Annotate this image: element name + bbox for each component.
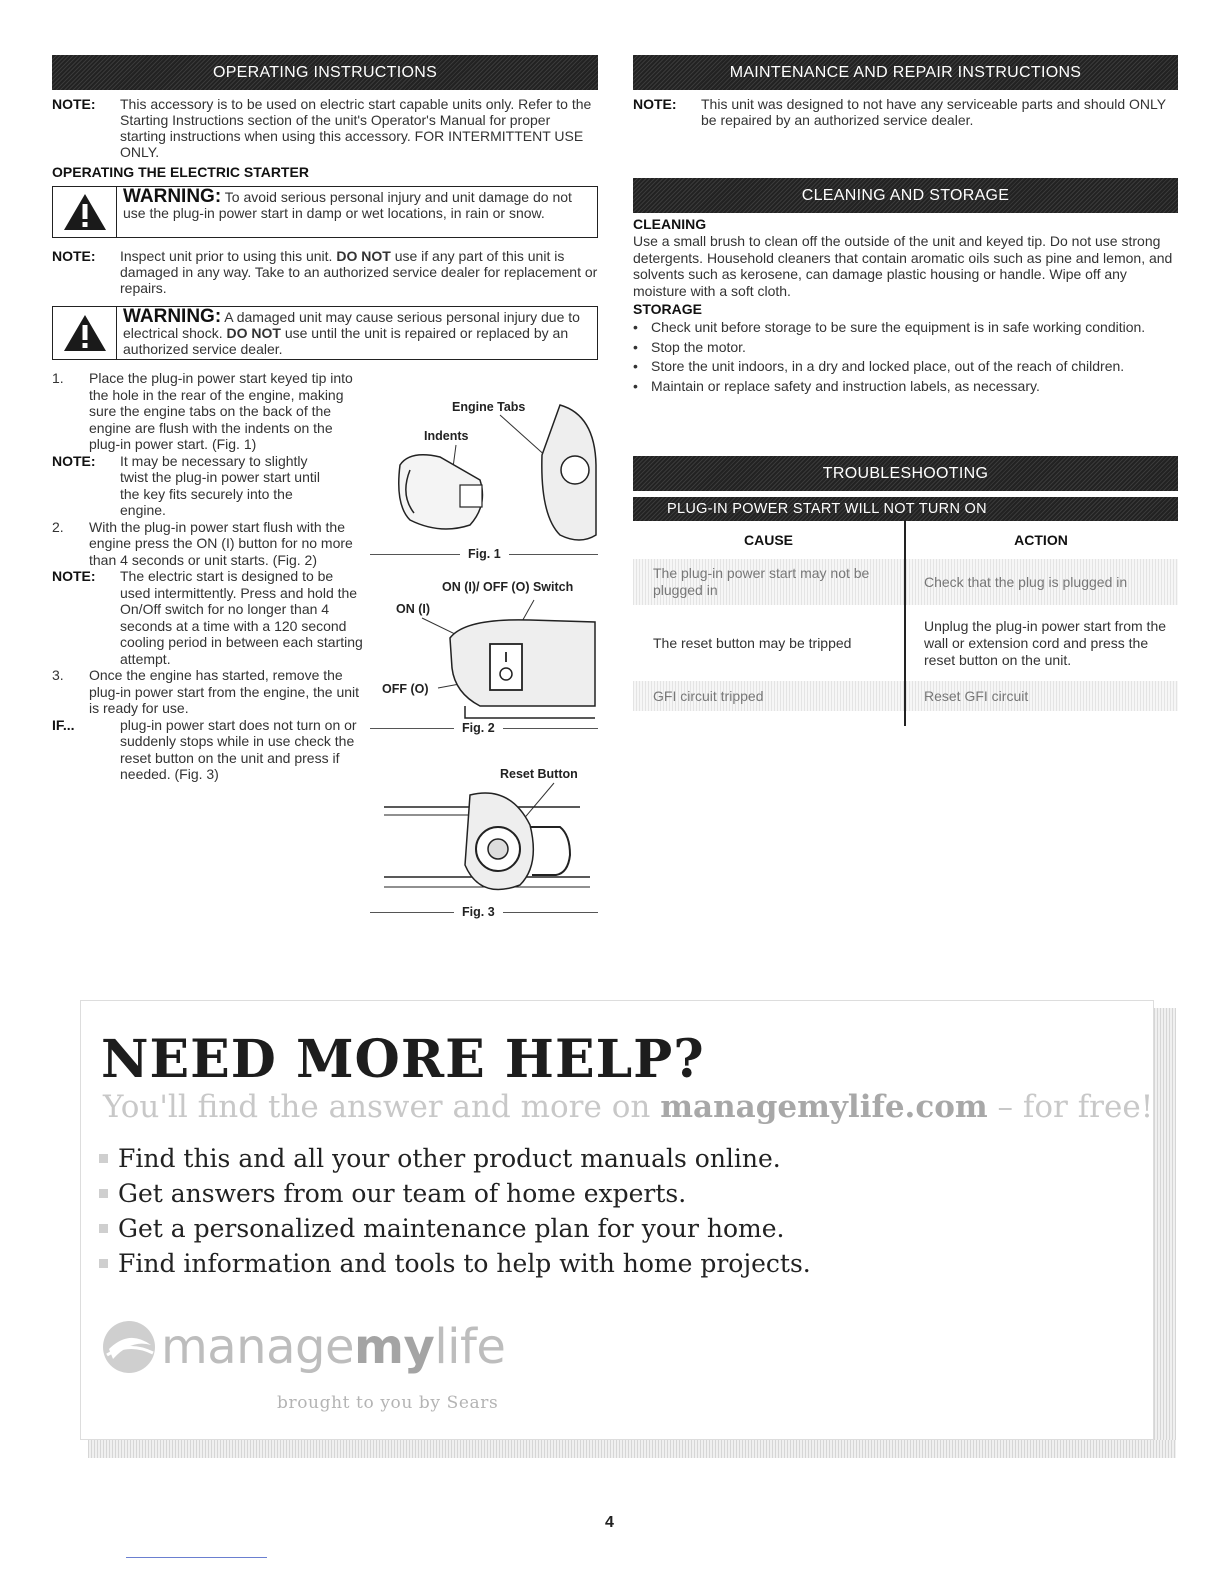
step-3: 3. Once the engine has started, remove the plug-in power start from the engine, the unit is ready for use. bbox=[52, 667, 360, 716]
warning-triangle-icon bbox=[53, 187, 117, 237]
help-title: NEED MORE HELP? bbox=[101, 1029, 705, 1090]
bullet-square-icon bbox=[99, 1259, 108, 1268]
operating-note: NOTE: This accessory is to be used on electric start capable units only. Refer to the Starting Instructions section of the unit's Operator's Manual for proper starting instructions when using this accessory. FOR INTERMITTENT USE ONLY. bbox=[52, 96, 592, 160]
on-off-switch-label: ON (I)/ OFF (O) Switch bbox=[442, 580, 574, 594]
troubleshooting-subheader: PLUG-IN POWER START WILL NOT TURN ON bbox=[633, 497, 1178, 521]
step-if: IF... plug-in power start does not turn on or suddenly stops while in use check the reset button on the unit and press if needed. (Fig. 3) bbox=[52, 716, 357, 782]
fig1-caption: Fig. 1 bbox=[468, 547, 501, 561]
figure-1 bbox=[370, 395, 598, 560]
troubleshooting-table bbox=[633, 521, 1178, 711]
bullet-square-icon bbox=[99, 1154, 108, 1163]
logo-globe-icon bbox=[101, 1319, 157, 1375]
bullet-square-icon bbox=[99, 1189, 108, 1198]
fig2-drawing bbox=[370, 578, 598, 723]
list-item: Get a personalized maintenance plan for your home. bbox=[99, 1211, 811, 1246]
table-row: GFI circuit tripped Reset GFI circuit bbox=[633, 681, 1178, 711]
table-row: The plug-in power start may not be plugged in Check that the plug is plugged in bbox=[633, 559, 1178, 605]
steps-list bbox=[52, 370, 367, 783]
inspect-note: NOTE: Inspect unit prior to using this unit. DO NOT use if any part of this unit is damaged in any way. Take to an authorized service dealer for replacement or repairs. bbox=[52, 248, 598, 296]
fig2-caption: Fig. 2 bbox=[462, 721, 495, 735]
indents-label: Indents bbox=[424, 429, 469, 443]
help-subtitle: You'll find the answer and more on managemylife.com – for free! bbox=[103, 1089, 1154, 1125]
table-header: CAUSE ACTION bbox=[743, 532, 1068, 548]
fig1-drawing bbox=[370, 395, 598, 545]
list-item: • Store the unit indoors, in a dry and locked place, out of the reach of children. bbox=[633, 358, 1125, 374]
figure-2 bbox=[370, 578, 598, 738]
step-note-1: NOTE: It may be necessary to slightly twist the plug-in power start until the key fits securely into the engine. bbox=[52, 452, 320, 518]
warning-box-shock: WARNING: A damaged unit may cause serious personal injury due to electrical shock. DO NOT use until the unit is repaired or replaced by an authorized service dealer. bbox=[52, 306, 598, 360]
bullet-square-icon bbox=[99, 1224, 108, 1233]
on-label: ON (I) bbox=[396, 602, 431, 616]
managemylife-logo: managemylife bbox=[101, 1319, 505, 1375]
electric-starter-subhead: OPERATING THE ELECTRIC STARTER bbox=[52, 164, 309, 180]
engine-tabs-label: Engine Tabs bbox=[452, 400, 526, 414]
managemylife-link[interactable]: managemylife.com bbox=[660, 1089, 988, 1125]
list-item: • Check unit before storage to be sure the equipment is in safe working condition. bbox=[633, 319, 1146, 335]
figure-3 bbox=[370, 765, 598, 925]
tagline: brought to you by Sears bbox=[277, 1393, 499, 1413]
off-label: OFF (O) bbox=[382, 682, 429, 696]
step-1: 1. Place the plug-in power start keyed tip into the hole in the rear of the engine, making sure the engine tabs on the back of the engine are flush with the indents on the plug-in power start. (Fig. 1) bbox=[52, 370, 353, 452]
table-row: The reset button may be tripped Unplug the plug-in power start from the wall or extension cord and press the reset button on the unit. bbox=[653, 617, 1167, 668]
cleaning-text: Use a small brush to clean off the outside of the unit and keyed tip. Do not use strong detergents. Household cleaners that contain aromatic oils such as pine and lemon, and solvents such as kerosene, can damage plastic housing or handle. Wipe off any moisture with a soft cloth. bbox=[633, 233, 1173, 299]
cleaning-storage-header: CLEANING AND STORAGE bbox=[633, 178, 1178, 213]
storage-subhead: STORAGE bbox=[633, 301, 702, 317]
right-column bbox=[633, 55, 1178, 711]
troubleshooting-header: TROUBLESHOOTING bbox=[633, 456, 1178, 491]
need-more-help-box bbox=[80, 1000, 1154, 1440]
fig3-drawing bbox=[370, 765, 598, 910]
operating-instructions-header: OPERATING INSTRUCTIONS bbox=[52, 55, 598, 90]
warning-box-damp: WARNING: To avoid serious personal injury and unit damage do not use the plug-in power start in damp or wet locations, in rain or snow. bbox=[52, 186, 598, 238]
list-item: Find this and all your other product manuals online. bbox=[99, 1141, 811, 1176]
cleaning-subhead: CLEANING bbox=[633, 216, 707, 232]
step-2: 2. With the plug-in power start flush with the engine press the ON (I) button for no more than 4 seconds or unit starts. (Fig. 2) bbox=[52, 518, 353, 568]
list-item: • Maintain or replace safety and instruction labels, as necessary. bbox=[633, 377, 1040, 394]
maintenance-header: MAINTENANCE AND REPAIR INSTRUCTIONS bbox=[633, 55, 1178, 90]
step-note-2: NOTE: The electric start is designed to be used intermittently. Press and hold the On/Off switch for no longer than 4 seconds at a time with a 120 second cooling period in between each starting attempt. bbox=[52, 568, 363, 667]
help-list bbox=[99, 1141, 811, 1281]
storage-list bbox=[633, 319, 1178, 394]
list-item: Get answers from our team of home experts. bbox=[99, 1176, 811, 1211]
fig3-caption: Fig. 3 bbox=[462, 905, 495, 919]
maintenance-note: NOTE: This unit was designed to not have any serviceable parts and should ONLY be repaired by an authorized service dealer. bbox=[633, 96, 1166, 128]
list-item: Find information and tools to help with home projects. bbox=[99, 1246, 811, 1281]
reset-button-label: Reset Button bbox=[500, 767, 578, 781]
warning-triangle-icon bbox=[53, 307, 117, 359]
list-item: • Stop the motor. bbox=[633, 338, 746, 355]
bottom-rule bbox=[126, 1557, 267, 1558]
page-number: 4 bbox=[605, 1514, 614, 1531]
